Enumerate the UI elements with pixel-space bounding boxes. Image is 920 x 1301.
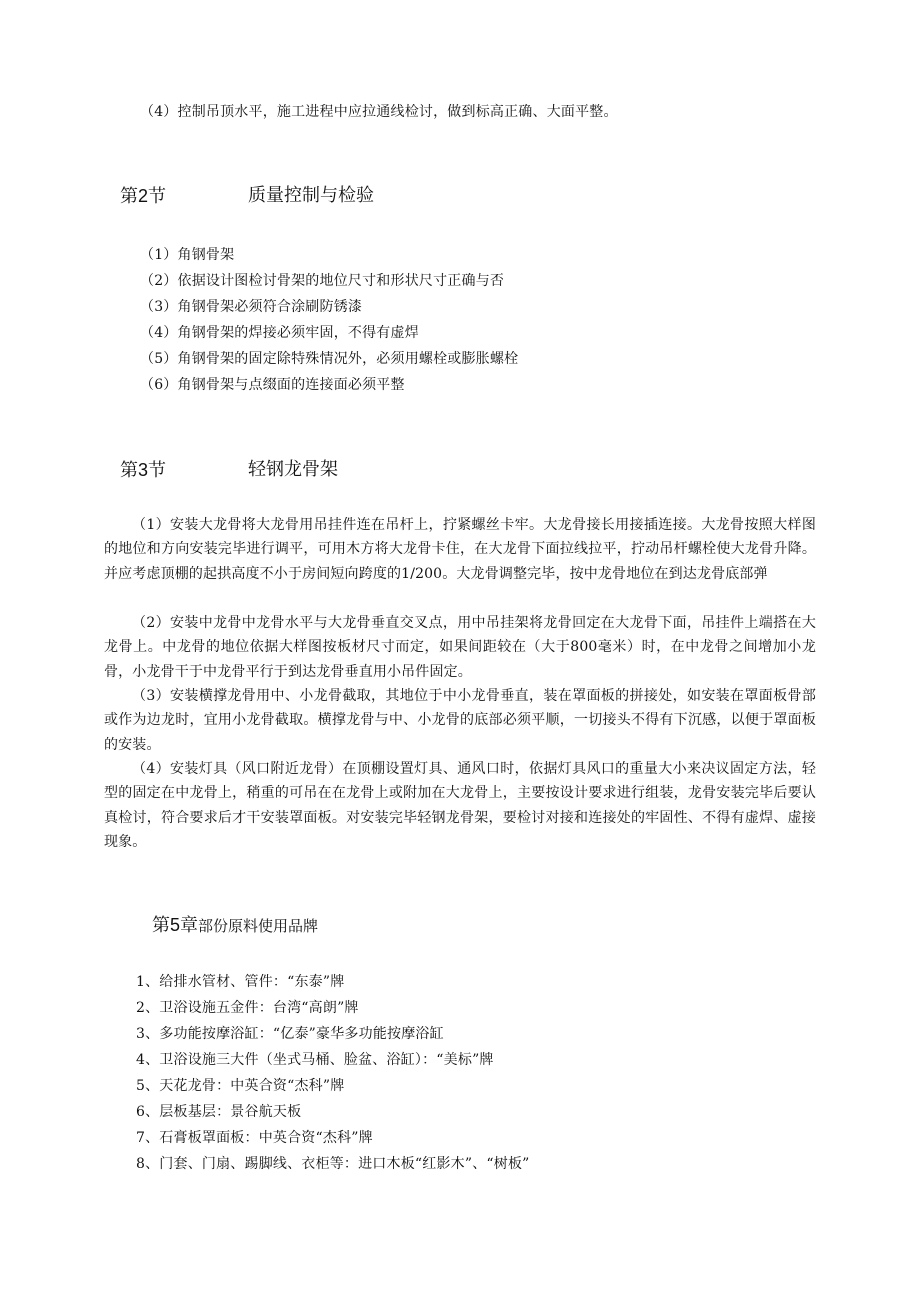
list-item: 3、多功能按摩浴缸：“亿泰”豪华多功能按摩浴缸: [136, 1026, 444, 1042]
chapter-5-title: 部份原料使用品牌: [198, 917, 319, 935]
paragraph: （2）安装中龙骨中龙骨水平与大龙骨垂直交叉点，用中吊挂架将龙骨回定在大龙骨下面，吊挂件上端搭在大龙骨上。中龙骨的地位依据大样图按板材尺寸而定，如果间距较在（大于800毫米）时，在中龙骨之间增加小龙骨，小龙骨干于中龙骨平行于到达龙骨垂直用小吊件固定。: [104, 615, 816, 680]
list-item: 1、给排水管材、管件：“东泰”牌: [136, 974, 345, 990]
list-item: 6、层板基层：景谷航天板: [136, 1104, 302, 1120]
section-2-number: 第2节: [120, 186, 167, 206]
section-3-heading: [120, 457, 338, 484]
paragraph: （3）安装横撑龙骨用中、小龙骨截取，其地位于中小龙骨垂直，装在罩面板的拼接处，如安装在罩面板骨部或作为边龙时，宜用小龙骨截取。横撑龙骨与中、小龙骨的底部必须平顺，一切接头不得有下沉感，以便于罩面板的安装。: [104, 688, 816, 753]
section-3-number: 第3节: [120, 460, 167, 480]
list-item: 4、卫浴设施三大件（坐式马桶、脸盆、浴缸）：“美标”牌: [136, 1052, 494, 1068]
list-item: （3）角钢骨架必须符合涂刷防锈漆: [140, 299, 363, 315]
paragraph: （4）安装灯具（风口附近龙骨）在顶棚设置灯具、通风口时，依据灯具风口的重量大小来决议固定方法，轻型的固定在中龙骨上，稍重的可吊在在龙骨上或附加在大龙骨上，主要按设计要求进行组装，龙骨安装完毕后要认真检讨，符合要求后才干安装罩面板。对安装完毕轻钢龙骨架，要检讨对接和连接处的牢固性、不得有虚焊、虚接现象。: [104, 761, 816, 851]
list-item: 7、石膏板罩面板：中英合资“杰科”牌: [136, 1130, 373, 1146]
chapter-5-heading: [152, 912, 318, 939]
list-item: 5、天花龙骨：中英合资“杰科”牌: [136, 1078, 345, 1094]
section-2-heading: [120, 183, 374, 210]
list-item: 8、门套、门扇、踢脚线、衣柜等：进口木板“红影木”、“树板”: [136, 1156, 530, 1172]
list-item: （4）角钢骨架的焊接必须牢固，不得有虚焊: [140, 325, 419, 341]
list-item: （5）角钢骨架的固定除特殊情况外，必须用螺栓或膨胀螺栓: [140, 351, 519, 367]
section-3-title: 轻钢龙骨架: [248, 459, 338, 480]
paragraph: （1）安装大龙骨将大龙骨用吊挂件连在吊杆上，拧紧螺丝卡牢。大龙骨接长用接插连接。大龙骨按照大样图的地位和方向安装完毕进行调平，可用木方将大龙骨卡住，在大龙骨下面拉线拉平，拧动吊杆螺栓使大龙骨升降。并应考虑顶棚的起拱高度不小于房间短向跨度的1/200。大龙骨调整完毕，按中龙骨地位在到达龙骨底部弹: [104, 517, 816, 582]
list-item: （6）角钢骨架与点缀面的连接面必须平整: [140, 377, 405, 393]
list-item: （2）依据设计图检讨骨架的地位尺寸和形状尺寸正确与否: [140, 273, 505, 289]
section-2-title: 质量控制与检验: [248, 185, 374, 206]
intro-item: （4）控制吊顶水平，施工进程中应拉通线检讨，做到标高正确、大面平整。: [140, 104, 618, 120]
chapter-5-number: 第5章: [152, 915, 199, 935]
list-item: （1）角钢骨架: [140, 247, 235, 263]
list-item: 2、卫浴设施五金件：台湾“高朗”牌: [136, 1000, 359, 1016]
